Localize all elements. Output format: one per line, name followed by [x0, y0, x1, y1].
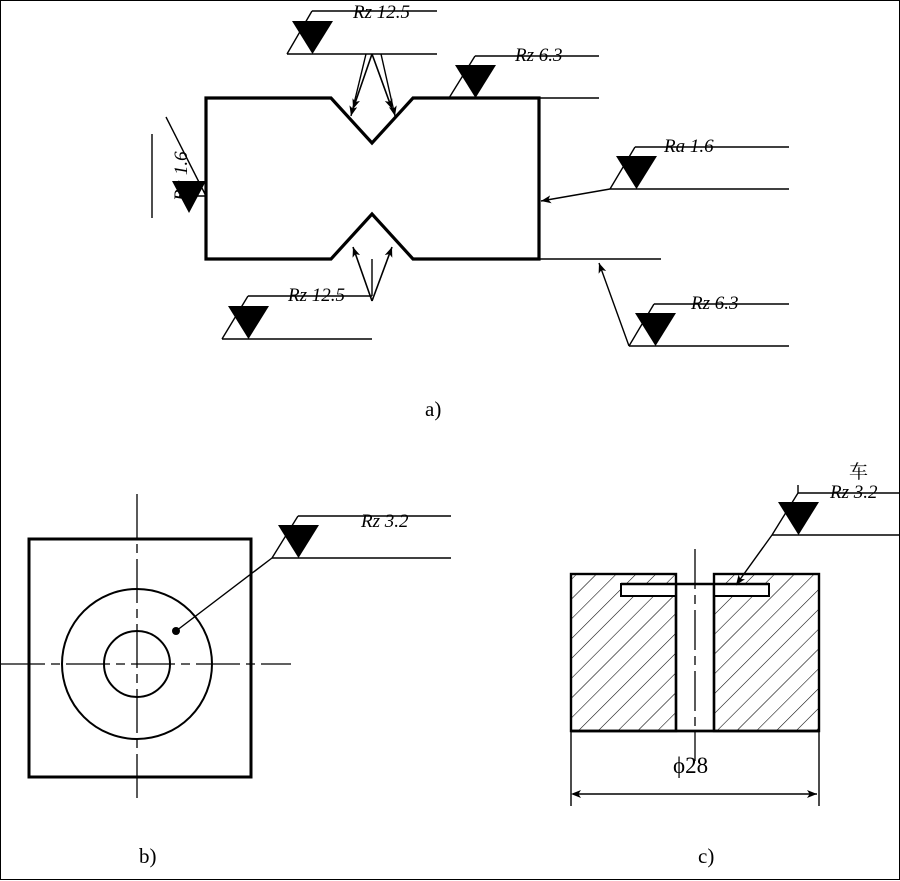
- caption-b: b): [139, 844, 157, 868]
- label-a-left-ra16-text: Ra 1.6: [171, 151, 192, 201]
- label-a-left-ra16: [171, 151, 193, 201]
- label-c-machining-method: 车: [849, 461, 869, 483]
- label-c-rz32: Rz 3.2: [830, 482, 878, 503]
- label-a-top-rz125: Rz 12.5: [353, 2, 410, 23]
- label-a-bottom-rz125: Rz 12.5: [288, 285, 345, 306]
- caption-a: a): [425, 397, 442, 421]
- drawing-vector-layer: [1, 1, 900, 881]
- part-a-outline: [206, 98, 539, 259]
- label-a-right-ra16: Ra 1.6: [664, 136, 714, 157]
- part-a-leader-bottom-rz63: [539, 259, 789, 346]
- label-b-rz32: Rz 3.2: [361, 511, 409, 532]
- part-a-leader-top-rz125: [287, 11, 437, 129]
- label-c-diameter: ϕ28: [673, 753, 709, 778]
- part-b-leader-rz32: [172, 516, 451, 635]
- label-a-top-rz63: Rz 6.3: [515, 45, 563, 66]
- label-a-bottom-rz63: Rz 6.3: [691, 293, 739, 314]
- caption-c: c): [698, 844, 715, 868]
